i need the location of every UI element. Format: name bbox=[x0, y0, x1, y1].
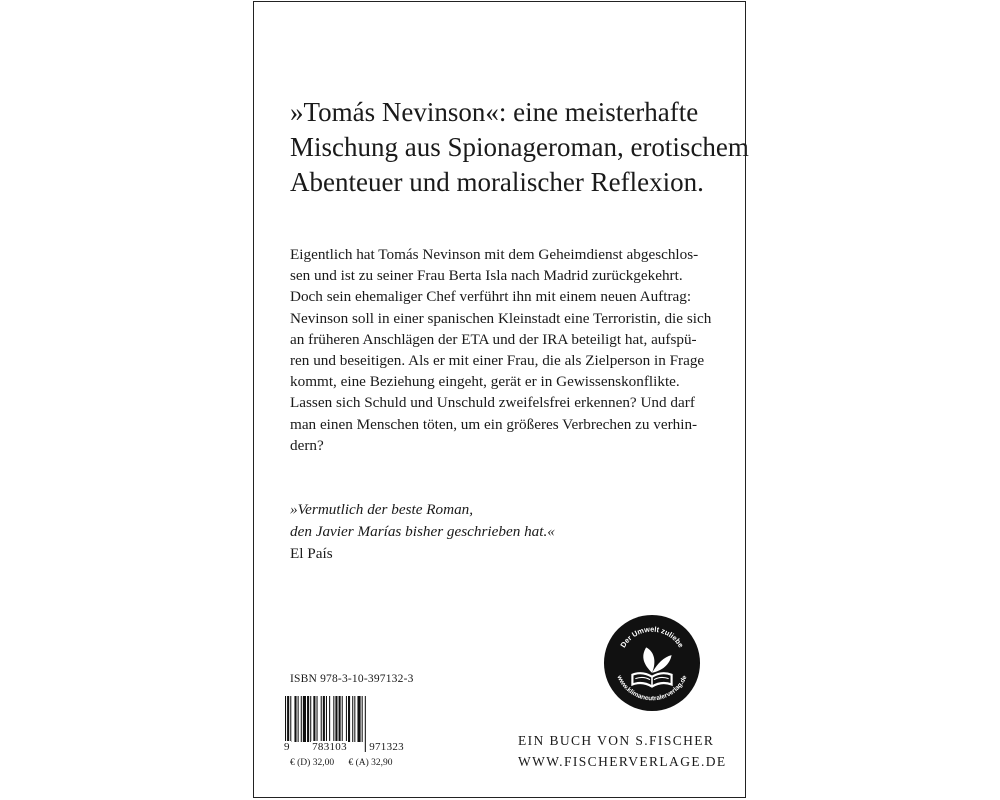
blurb-line: kommt, eine Beziehung eingeht, gerät er in Gewissenskonflikte. bbox=[290, 373, 680, 391]
publisher-block bbox=[518, 730, 727, 772]
barcode-bar bbox=[294, 696, 296, 742]
publisher-url[interactable]: WWW.FISCHERVERLAGE.DE bbox=[518, 754, 727, 769]
barcode-bar bbox=[317, 696, 318, 742]
barcode-bar bbox=[335, 696, 337, 742]
barcode-bar bbox=[339, 696, 341, 742]
headline-line: Mischung aus Spionageroman, erotischem bbox=[290, 132, 749, 162]
price-austria: € (A) 32,90 bbox=[348, 758, 393, 768]
barcode-bar bbox=[298, 696, 299, 742]
quote-source: El País bbox=[290, 545, 333, 562]
blurb-paragraph bbox=[290, 244, 730, 456]
book-back-cover bbox=[253, 1, 749, 798]
barcode-bar bbox=[323, 696, 325, 742]
barcode-bar bbox=[346, 696, 347, 742]
blurb-line: Nevinson soll in einer spanischen Kleinstadt eine Terroristin, die sich bbox=[290, 309, 712, 327]
barcode-bar bbox=[354, 696, 355, 742]
quote-line: den Javier Marías bisher geschrieben hat.« bbox=[290, 523, 555, 540]
isbn-label: ISBN 978-3-10-397132-3 bbox=[290, 673, 414, 685]
quote-line: »Vermutlich der beste Roman, bbox=[290, 501, 474, 518]
badge-top-text: Der Umwelt zuliebe bbox=[618, 624, 686, 650]
headline-line: Abenteuer und moralischer Reflexion. bbox=[290, 167, 704, 197]
blurb-line: an früheren Anschlägen der ETA und der IRA beteiligt hat, aufspü- bbox=[290, 330, 697, 348]
barcode-digit-group: 971323 bbox=[369, 741, 404, 753]
barcode-bar bbox=[301, 696, 302, 742]
barcode-bar bbox=[321, 696, 322, 742]
barcode-digit-group: 9 bbox=[284, 741, 290, 753]
barcode-bar bbox=[348, 696, 350, 742]
barcode-digits bbox=[283, 741, 405, 753]
barcode-bar bbox=[310, 696, 311, 742]
climate-neutral-badge bbox=[603, 614, 701, 712]
barcode-bar bbox=[290, 696, 291, 742]
headline-line: »Tomás Nevinson«: eine meisterhafte bbox=[290, 97, 699, 127]
barcode-bar bbox=[329, 696, 330, 742]
headline bbox=[290, 95, 749, 200]
price-row bbox=[290, 758, 393, 768]
blurb-line: Lassen sich Schuld und Unschuld zweifelsfrei erkennen? Und darf bbox=[290, 394, 695, 412]
barcode-bar bbox=[352, 696, 353, 742]
blurb-line: Eigentlich hat Tomás Nevinson mit dem Geheimdienst abgeschlos- bbox=[290, 246, 699, 263]
barcode-bar bbox=[357, 696, 360, 742]
blurb-line: dern? bbox=[290, 436, 324, 454]
publisher-name: EIN BUCH VON S.FISCHER bbox=[518, 733, 715, 748]
barcode-bar bbox=[362, 696, 363, 742]
blurb-line: Doch sein ehemaliger Chef verführt ihn mit einem neuen Auftrag: bbox=[290, 288, 692, 306]
price-germany: € (D) 32,00 bbox=[290, 758, 335, 768]
barcode-bar bbox=[333, 696, 334, 742]
press-quote bbox=[290, 499, 710, 565]
barcode-digit-group: 783103 bbox=[312, 741, 347, 753]
blurb-line: man einen Menschen töten, um ein größeres Verbrechen zu verhin- bbox=[290, 415, 698, 433]
blurb-line: ren und beseitigen. Als er mit einer Frau, die als Zielperson in Frage bbox=[290, 352, 705, 370]
barcode-bar bbox=[307, 696, 309, 742]
badge-bottom-text: www.klimaneutralerverlag.de bbox=[615, 674, 689, 703]
barcode-bar bbox=[303, 696, 306, 742]
blurb-line: sen und ist zu seiner Frau Berta Isla nach Madrid zurückgekehrt. bbox=[290, 267, 683, 285]
barcode-bar bbox=[313, 696, 315, 742]
barcode-bar bbox=[342, 696, 343, 742]
